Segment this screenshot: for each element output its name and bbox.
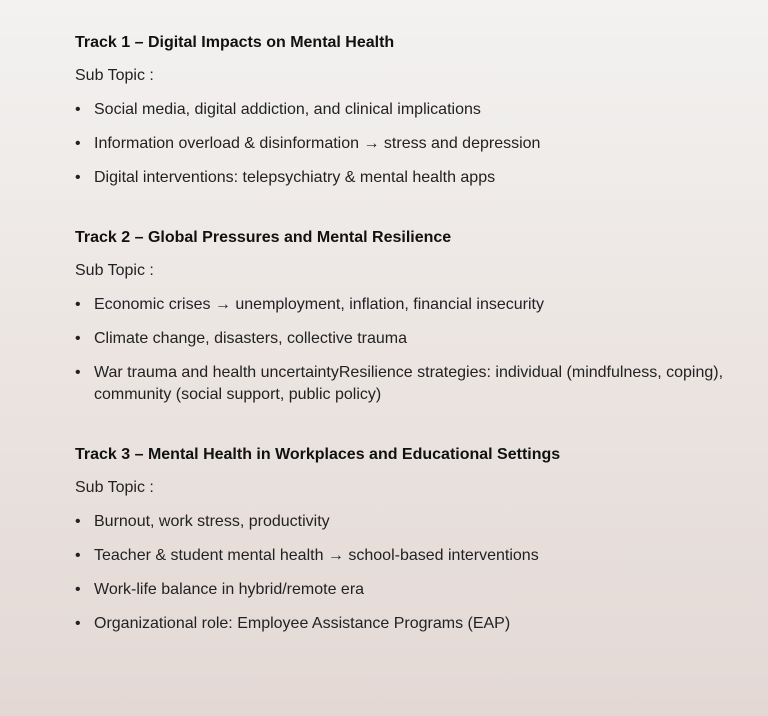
track-1 (75, 33, 735, 189)
bullet-icon: • (75, 101, 81, 118)
bullet-icon: • (75, 615, 81, 632)
bullet-icon: • (75, 547, 81, 564)
list-item (75, 294, 735, 316)
list-item (75, 362, 735, 406)
list-item-text: Teacher & student mental health → school-based interventions (94, 547, 539, 564)
list-item-text: Climate change, disasters, collective trauma (94, 330, 408, 347)
bullet-icon: • (75, 169, 81, 186)
list-item (75, 613, 735, 635)
sub-topic-label: Sub Topic : (75, 67, 154, 84)
track-title: Track 2 – Global Pressures and Mental Resilience (75, 229, 452, 246)
bullet-icon: • (75, 330, 81, 347)
topic-list (75, 511, 735, 635)
list-item (75, 328, 735, 350)
list-item (75, 133, 735, 155)
list-item (75, 511, 735, 533)
track-title: Track 1 – Digital Impacts on Mental Health (75, 34, 395, 51)
list-item (75, 99, 735, 121)
tracks-document (75, 33, 735, 635)
track-title: Track 3 – Mental Health in Workplaces and Educational Settings (75, 446, 561, 463)
topic-list (75, 99, 735, 189)
list-item-text: Organizational role: Employee Assistance Programs (EAP) (94, 615, 511, 632)
bullet-icon: • (75, 364, 81, 381)
list-item (75, 545, 735, 567)
bullet-icon: • (75, 296, 81, 313)
topic-list (75, 294, 735, 406)
list-item-text: Burnout, work stress, productivity (94, 513, 330, 530)
list-item-text: Social media, digital addiction, and clinical implications (94, 101, 481, 118)
list-item (75, 167, 735, 189)
bullet-icon: • (75, 581, 81, 598)
list-item-text: Economic crises → unemployment, inflation, financial insecurity (94, 296, 544, 313)
list-item (75, 579, 735, 601)
bullet-icon: • (75, 513, 81, 530)
list-item-text: Work-life balance in hybrid/remote era (94, 581, 365, 598)
list-item-text: Information overload & disinformation → stress and depression (94, 135, 541, 152)
sub-topic-label: Sub Topic : (75, 262, 154, 279)
list-item-text: Digital interventions: telepsychiatry & mental health apps (94, 169, 496, 186)
list-item-text: War trauma and health uncertaintyResilience strategies: individual (mindfulness, coping), community (social support, public policy) (94, 364, 724, 403)
bullet-icon: • (75, 135, 81, 152)
sub-topic-label: Sub Topic : (75, 479, 154, 496)
track-2 (75, 228, 735, 406)
track-3 (75, 445, 735, 635)
